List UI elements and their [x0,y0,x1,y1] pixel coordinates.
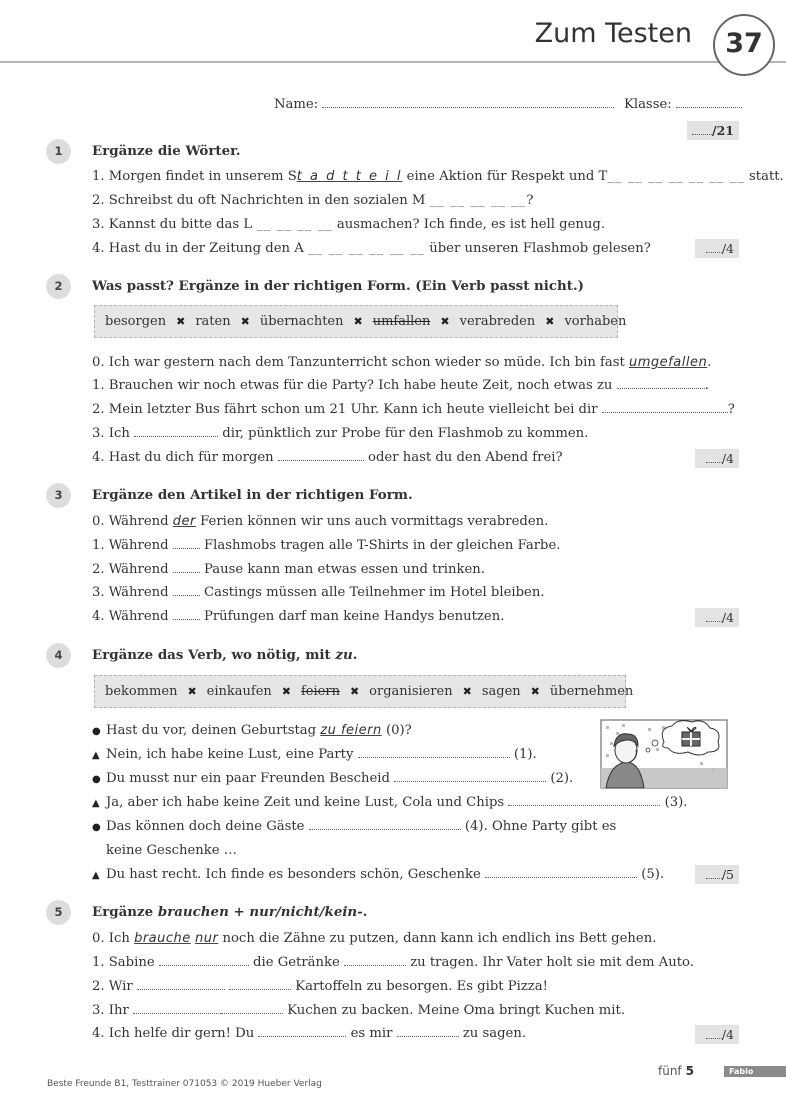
s1-answer-1: t a d t t e i l [296,169,403,184]
word-chip-crossed: umfallen [372,314,431,329]
section-2-title: Was passt? Ergänze in der richtigen Form. (Ein Verb passt nicht.) [92,278,584,294]
separator-cross-icon: ✖ [187,685,197,698]
s4-answer-0: zu feiern [320,723,382,738]
section-1-number: 1 [46,139,71,164]
s1-item-2: 2. Schreibst du oft Nachrichten in den sozialen M __ __ __ __ __? [92,193,534,208]
section-3-number: 3 [46,483,71,508]
section-2-number: 2 [46,274,71,299]
s5-item-4: 4. Ich helfe dir gern! Du es mir zu sagen. [92,1026,527,1041]
word-chip: einkaufen [206,684,272,699]
word-chip: übernachten [259,314,344,329]
s4-word-box [94,675,634,708]
s2-item-4: 4. Hast du dich für morgen oder hast du den Abend frei? [92,450,563,465]
separator-cross-icon: ✖ [462,685,472,698]
s5-blank-4b[interactable] [397,1025,459,1037]
s5-item-2: 2. Wir Kartoffeln zu besorgen. Es gibt Pizza! [92,979,548,994]
s2-answer-0: umgefallen [629,355,708,370]
s3-blank-2[interactable] [173,561,200,573]
separator-cross-icon: ✖ [545,315,555,328]
separator-cross-icon: ✖ [240,315,250,328]
s4-blank-1[interactable] [358,746,510,758]
section-3-title: Ergänze den Artikel in der richtigen Form. [92,487,413,503]
word-chip: besorgen [105,314,167,329]
triangle-bullet-icon: ▲ [92,870,100,881]
s5-blank-1b[interactable] [344,954,406,966]
section-4-number: 4 [46,643,71,668]
separator-cross-icon: ✖ [281,685,291,698]
s5-item-0: 0. Ich brauche nur noch die Zähne zu putzen, dann kann ich endlich ins Bett gehen. [92,931,657,946]
page-number-badge [713,14,775,76]
s5-answer-0b: nur [194,931,219,946]
word-chip: übernehmen [549,684,634,699]
s1-item-1: 1. Morgen findet in unserem St a d t t e i l eine Aktion für Respekt und T__ __ __ __ __ __ __ statt. [92,169,784,184]
s1-item-3: 3. Kannst du bitte das L __ __ __ __ ausmachen? Ich finde, es ist hell genug. [92,217,606,232]
s5-blank-3a[interactable] [133,1002,221,1014]
s5-item-1: 1. Sabine die Getränke zu tragen. Ihr Vater holt sie mit dem Auto. [92,955,694,970]
word-chip: bekommen [105,684,178,699]
s4-blank-2[interactable] [394,770,546,782]
s3-item-3: 3. Während Castings müssen alle Teilnehmer im Hotel bleiben. [92,585,545,600]
section-5-title: Ergänze brauchen + nur/nicht/kein-. [92,904,368,920]
triangle-bullet-icon: ▲ [92,798,100,809]
s3-item-1: 1. Während Flashmobs tragen alle T-Shirts in der gleichen Farbe. [92,538,561,553]
s5-answer-0a: brauche [134,931,191,946]
s5-blank-3b[interactable] [221,1002,283,1014]
s2-word-box [94,305,627,338]
s4-blank-5[interactable] [485,866,637,878]
s3-blank-3[interactable] [173,584,200,596]
s4-item-5: ▲ Du hast recht. Ich finde es besonders schön, Geschenke (5). [92,866,664,885]
dot-bullet-icon: ● [92,822,101,833]
word-chip: verabreden [459,314,536,329]
page-number: 37 [725,28,763,59]
s2-item-3: 3. Ich dir, pünktlich zur Probe für den Flashmob zu kommen. [92,426,589,441]
s5-blank-2a[interactable] [137,978,225,990]
section-4-score[interactable]: /5 [695,865,739,884]
s5-blank-2b[interactable] [229,978,291,990]
name-blank[interactable] [322,96,614,108]
section-5-number: 5 [46,900,71,925]
s2-blank-1[interactable] [617,377,705,389]
s4-blank-4[interactable] [309,818,461,830]
s3-item-2: 2. Während Pause kann man etwas essen und trinken. [92,562,485,577]
separator-cross-icon: ✖ [440,315,450,328]
s2-blank-4[interactable] [278,449,364,461]
section-1-title: Ergänze die Wörter. [92,143,241,159]
page-title: Zum Testen [534,18,692,49]
s2-blank-3[interactable] [134,425,218,437]
name-label: Name: [274,97,319,112]
footer-tag: Fabio [724,1066,786,1077]
s2-blank-2[interactable] [602,401,728,413]
s5-blank-1a[interactable] [159,954,249,966]
s2-item-0: 0. Ich war gestern nach dem Tanzunterricht schon wieder so müde. Ich bin fast umgefallen. [92,355,712,370]
separator-cross-icon: ✖ [176,315,186,328]
class-blank[interactable] [676,96,742,108]
class-field[interactable] [624,96,742,112]
dot-bullet-icon: ● [92,774,101,785]
s3-answer-0: der [172,514,196,529]
s4-item-4-cont: keine Geschenke … [106,843,237,858]
s1-gaps-2[interactable]: __ __ __ __ __ [429,193,527,208]
s4-item-0: ● Hast du vor, deinen Geburtstag zu feiern (0)? [92,722,412,741]
s3-item-4: 4. Während Prüfungen darf man keine Handys benutzen. [92,609,505,624]
word-chip: vorhaben [564,314,627,329]
daydreaming-boy-illustration [600,718,728,790]
s4-item-1: ▲ Nein, ich habe keine Lust, eine Party (1). [92,746,537,765]
s1-gaps-3[interactable]: __ __ __ __ [256,217,333,232]
separator-cross-icon: ✖ [530,685,540,698]
section-1-score[interactable]: /4 [695,239,739,258]
s1-item-4: 4. Hast du in der Zeitung den A __ __ __ __ __ __ über unseren Flashmob gelesen? [92,241,651,256]
class-label: Klasse: [624,97,672,112]
footer-credit: Beste Freunde B1, Testtrainer 071053 © 2019 Hueber Verlag [47,1079,322,1089]
dot-bullet-icon: ● [92,726,101,737]
s1-gaps-1b[interactable]: __ __ __ __ __ __ __ [607,169,745,184]
total-score-box[interactable] [687,121,739,140]
s3-blank-4[interactable] [173,608,200,620]
separator-cross-icon: ✖ [353,315,363,328]
name-field[interactable] [274,96,614,112]
section-2-score[interactable]: /4 [695,449,739,468]
section-4-title: Ergänze das Verb, wo nötig, mit zu. [92,647,358,663]
s5-item-3: 3. Ihr Kuchen zu backen. Meine Oma bringt Kuchen mit. [92,1003,626,1018]
s4-blank-3[interactable] [508,794,660,806]
word-chip-crossed: feiern [301,684,340,699]
total-score: /21 [712,123,734,138]
section-5-score[interactable]: /4 [695,1025,739,1044]
s4-item-4: ● Das können doch deine Gäste (4). Ohne Party gibt es [92,818,616,837]
s1-gaps-4[interactable]: __ __ __ __ __ __ [307,241,426,256]
s2-item-1: 1. Brauchen wir noch etwas für die Party? Ich habe heute Zeit, noch etwas zu . [92,378,709,393]
section-3-score[interactable]: /4 [695,608,739,627]
footer-page-number: fünf 5 [658,1064,695,1078]
triangle-bullet-icon: ▲ [92,750,100,761]
word-chip: organisieren [369,684,453,699]
s4-item-2: ● Du musst nur ein paar Freunden Bescheid (2). [92,770,573,789]
s3-blank-1[interactable] [173,537,200,549]
word-chip: raten [195,314,231,329]
s3-item-0: 0. Während der Ferien können wir uns auch vormittags verabreden. [92,514,549,529]
header-rule [0,61,786,63]
word-chip: sagen [481,684,521,699]
s2-item-2: 2. Mein letzter Bus fährt schon um 21 Uhr. Kann ich heute vielleicht bei dir ? [92,402,735,417]
s5-blank-4a[interactable] [258,1025,346,1037]
separator-cross-icon: ✖ [349,685,360,698]
s4-item-3: ▲ Ja, aber ich habe keine Zeit und keine Lust, Cola und Chips (3). [92,794,687,813]
